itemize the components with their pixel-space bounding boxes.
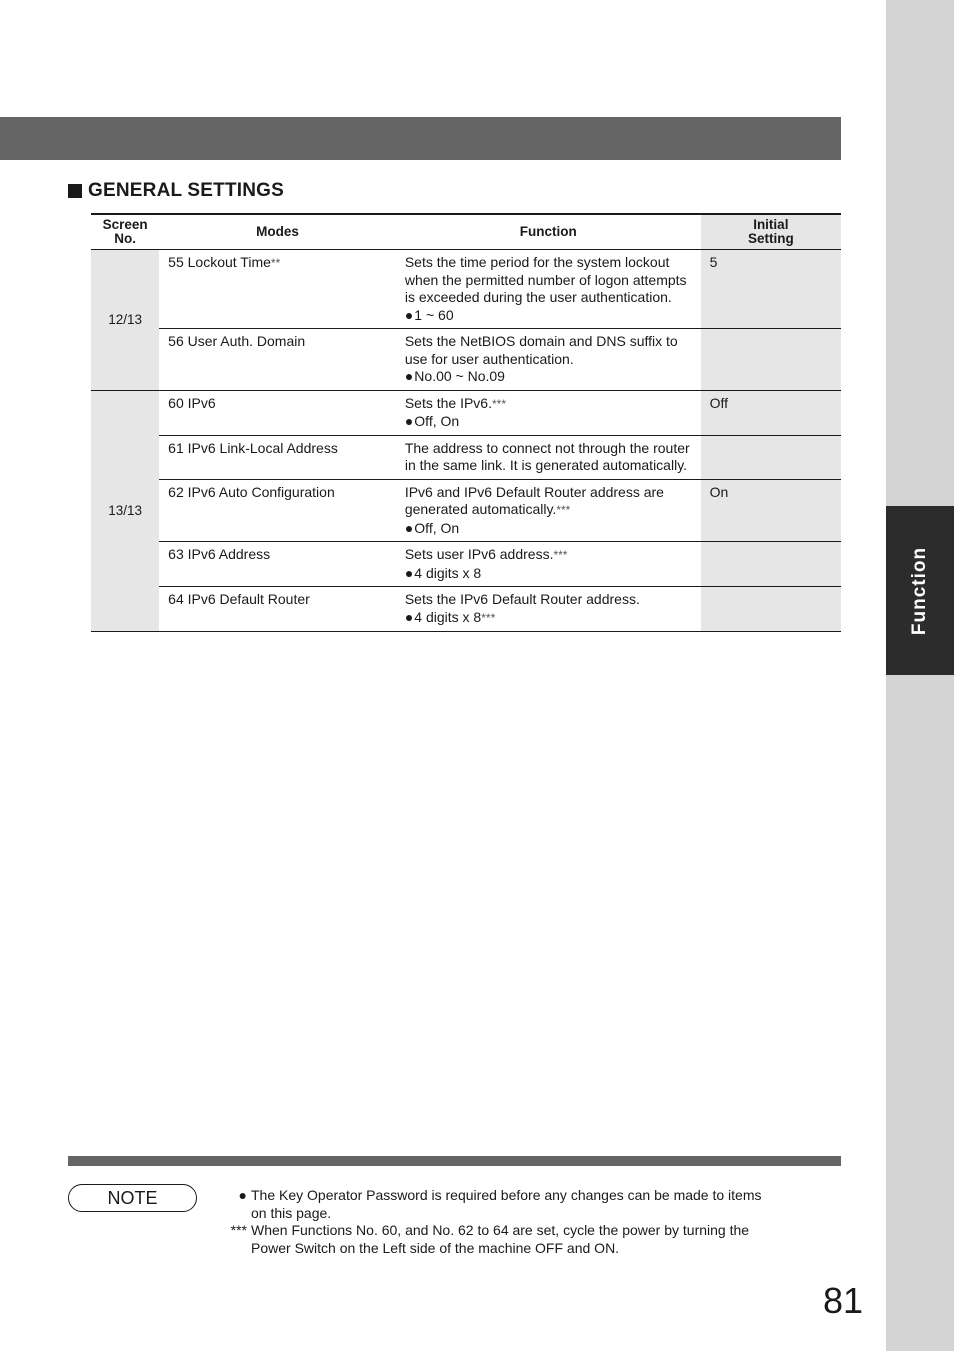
section-title: GENERAL SETTINGS	[88, 180, 285, 201]
bullet-icon: ●	[404, 564, 414, 581]
section-heading	[68, 180, 284, 202]
table-row	[91, 542, 841, 587]
black-square-icon	[68, 184, 82, 198]
option-line	[405, 413, 693, 431]
function-cell	[396, 435, 701, 479]
mode-label: 61 IPv6 Link-Local Address	[168, 439, 338, 456]
table-header-row	[91, 214, 841, 250]
initial-setting-cell	[701, 435, 841, 479]
initial-setting-cell	[701, 329, 841, 391]
function-cell	[396, 390, 701, 435]
note-text: When Functions No. 60, and No. 62 to 64 are set, cycle the power by turning the Power Switch on the Left side of the machine OFF and ON.	[251, 1222, 750, 1256]
note-list	[215, 1187, 775, 1257]
note-label: NOTE	[68, 1184, 197, 1212]
mode-label: 63 IPv6 Address	[168, 546, 271, 562]
header-modes: Modes	[256, 224, 299, 239]
initial-setting-cell: On	[701, 479, 841, 542]
initial-setting-cell: Off	[701, 390, 841, 435]
table-row	[91, 479, 841, 542]
option-values: Off, On	[414, 413, 460, 429]
initial-setting-cell	[701, 587, 841, 632]
option-line	[405, 609, 693, 628]
function-text: Sets the NetBIOS domain and DNS suffix to use for user authentication.	[404, 333, 678, 367]
asterisk-marker: ***	[230, 1222, 247, 1238]
function-text: Sets the IPv6.	[404, 394, 492, 411]
function-cell	[396, 250, 701, 329]
header-screen-no: Screen No.	[102, 217, 148, 246]
bullet-icon: ●	[404, 368, 414, 384]
table-row	[91, 435, 841, 479]
asterisk-mark: ***	[553, 548, 568, 562]
function-text: The address to connect not through the router in the same link. It is generated automatically.	[404, 439, 690, 473]
side-tab-label: Function	[909, 546, 930, 635]
option-values: 4 digits x 8	[414, 564, 482, 581]
mode-cell	[159, 479, 396, 542]
settings-table	[91, 213, 841, 632]
function-cell	[396, 479, 701, 542]
table-row	[91, 390, 841, 435]
option-line	[405, 520, 693, 538]
mode-label: 55 Lockout Time	[168, 254, 271, 270]
function-cell	[396, 542, 701, 587]
option-values: No.00 ~ No.09	[414, 368, 505, 384]
option-values: 1 ~ 60	[414, 306, 454, 323]
asterisk-mark: ***	[481, 610, 496, 625]
side-strip	[886, 0, 954, 1351]
note-bar	[68, 1156, 841, 1166]
asterisk-mark: ***	[556, 503, 571, 517]
side-tab-function[interactable]	[886, 506, 954, 675]
mode-cell	[159, 542, 396, 587]
header-function: Function	[519, 224, 577, 239]
mode-cell	[159, 587, 396, 632]
function-cell	[396, 587, 701, 632]
note-item	[215, 1222, 775, 1257]
initial-setting-cell	[701, 542, 841, 587]
asterisk-mark: **	[270, 256, 281, 270]
table-row	[91, 329, 841, 391]
function-text: IPv6 and IPv6 Default Router address are generated automatically.	[404, 483, 664, 517]
page-number: 81	[823, 1280, 864, 1321]
function-text: Sets the time period for the system lockout when the permitted number of logon attempts is exceeded during the user authentication.	[404, 254, 687, 305]
mode-label: 56 User Auth. Domain	[168, 333, 306, 349]
function-cell	[396, 329, 701, 391]
function-text: Sets the IPv6 Default Router address.	[404, 591, 640, 607]
bullet-icon: ●	[404, 519, 414, 536]
asterisk-mark: ***	[492, 396, 507, 411]
function-text: Sets user IPv6 address.	[404, 546, 554, 562]
option-line	[405, 368, 693, 386]
note-text: The Key Operator Password is required before any changes can be made to items on this page.	[251, 1187, 762, 1221]
bullet-icon: ●	[404, 306, 414, 323]
note-item	[215, 1187, 775, 1222]
mode-cell	[159, 435, 396, 479]
bullet-icon: ●	[404, 608, 414, 625]
mode-cell	[159, 250, 396, 329]
screen-no-cell: 12/13	[91, 250, 159, 391]
header-bar	[0, 117, 841, 160]
mode-cell	[159, 329, 396, 391]
mode-label: 62 IPv6 Auto Configuration	[168, 483, 335, 500]
screen-no-cell: 13/13	[91, 390, 159, 632]
option-line	[405, 307, 693, 325]
table-row	[91, 587, 841, 632]
bullet-icon: ●	[238, 1187, 247, 1203]
table-row	[91, 250, 841, 329]
header-initial-setting: Initial Setting	[701, 214, 841, 250]
initial-setting-cell: 5	[701, 250, 841, 329]
mode-label: 60 IPv6	[168, 394, 216, 411]
mode-label: 64 IPv6 Default Router	[168, 591, 310, 607]
option-values: Off, On	[414, 519, 460, 536]
mode-cell	[159, 390, 396, 435]
bullet-icon: ●	[404, 413, 414, 429]
option-line	[405, 565, 693, 583]
option-values: 4 digits x 8	[414, 608, 482, 625]
